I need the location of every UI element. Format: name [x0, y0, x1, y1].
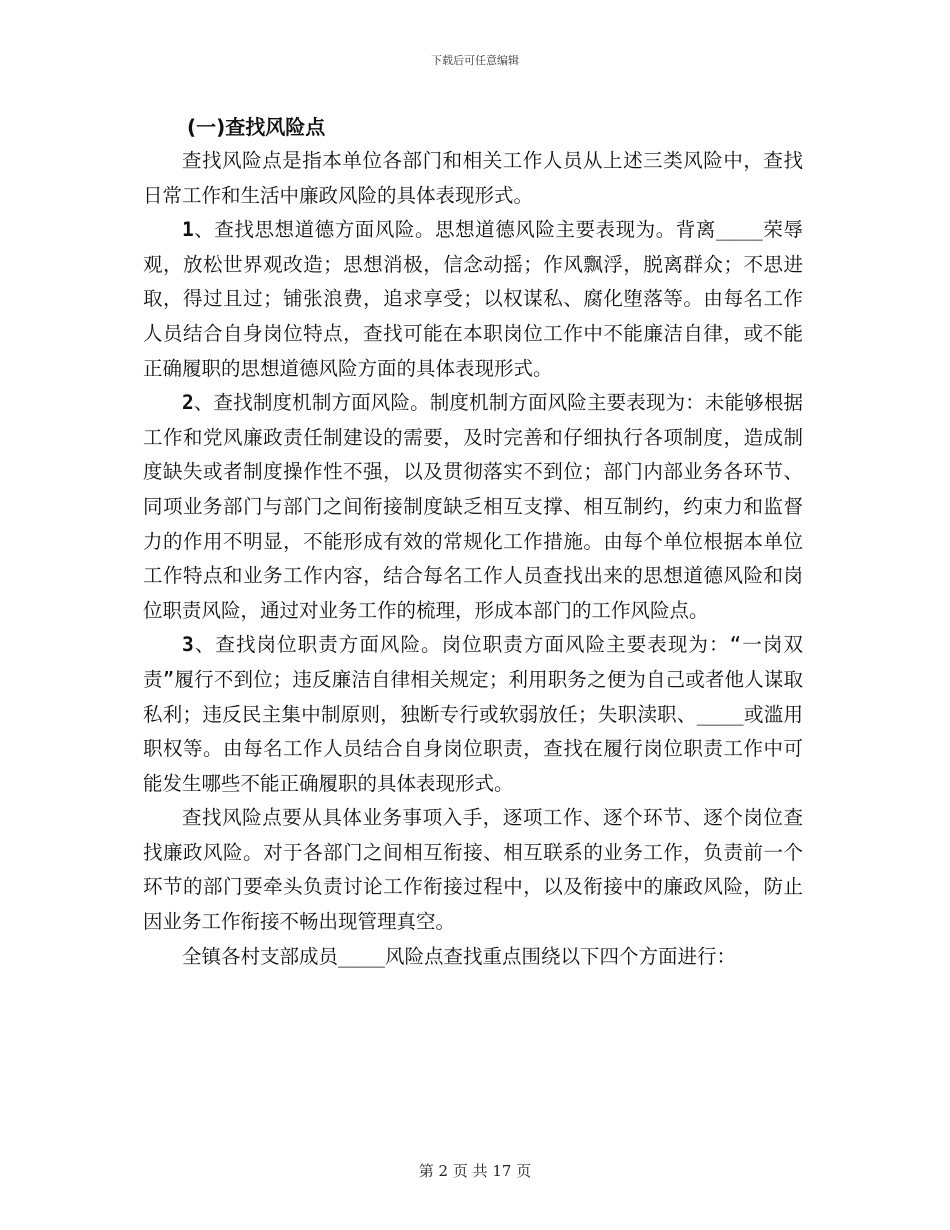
- paragraph-item-2: [143, 386, 803, 628]
- document-body: [143, 110, 803, 974]
- paragraph-text: 、查找岗位职责方面风险。岗位职责方面风险主要表现为：“一岗双责”履行不到位；违反廉洁自律相关规定；利用职务之便为自己或者他人谋取私利；违反民主集中制原则，独断专行或软弱放任；失职渎职、____或滥用职权等。由每名工作人员结合自身岗位职责，查找在履行岗位职责工作中可能发生哪些不能正确履职的具体表现形式。: [143, 633, 803, 795]
- paragraph-text: 、查找思想道德方面风险。思想道德风险主要表现为。背离____荣辱观，放松世界观改造；思想消极，信念动摇；作风飘浮，脱离群众；不思进取，得过且过；铺张浪费，追求享受；以权谋私、腐化堕落等。由每名工作人员结合自身岗位特点，查找可能在本职岗位工作中不能廉洁自律，或不能正确履职的思想道德风险方面的具体表现形式。: [143, 218, 803, 380]
- paragraph-text: 查找风险点是指本单位各部门和相关工作人员从上述三类风险中，查找日常工作和生活中廉政风险的具体表现形式。: [143, 149, 803, 207]
- item-number: 1: [182, 218, 194, 242]
- item-number: 2: [182, 391, 194, 415]
- paragraph-focus: [143, 940, 803, 975]
- paragraph-text: 、查找制度机制方面风险。制度机制方面风险主要表现为：未能够根据工作和党风廉政责任制建设的需要，及时完善和仔细执行各项制度，造成制度缺失或者制度操作性不强，以及贯彻落实不到位；部门内部业务各环节、同项业务部门与部门之间衔接制度缺乏相互支撑、相互制约，约束力和监督力的作用不明显，不能形成有效的常规化工作措施。由每个单位根据本单位工作特点和业务工作内容，结合每名工作人员查找出来的思想道德风险和岗位职责风险，通过对业务工作的梳理，形成本部门的工作风险点。: [143, 391, 803, 622]
- paragraph-method: [143, 801, 803, 939]
- paragraph-text: 查找风险点要从具体业务事项入手，逐项工作、逐个环节、逐个岗位查找廉政风险。对于各部门之间相互衔接、相互联系的业务工作，负责前一个环节的部门要牵头负责讨论工作衔接过程中，以及衔接中的廉政风险，防止因业务工作衔接不畅出现管理真空。: [143, 806, 803, 934]
- page-number: 第 2 页 共 17 页: [418, 1162, 532, 1180]
- paragraph-item-3: [143, 628, 803, 801]
- paragraph-intro: [143, 144, 803, 213]
- section-title: (一)查找风险点: [187, 115, 326, 139]
- header-note: 下载后可任意编辑: [431, 54, 519, 67]
- item-number: 3: [182, 633, 194, 657]
- paragraph-text: 全镇各村支部成员____风险点查找重点围绕以下四个方面进行：: [182, 944, 736, 968]
- paragraph-item-1: [143, 213, 803, 386]
